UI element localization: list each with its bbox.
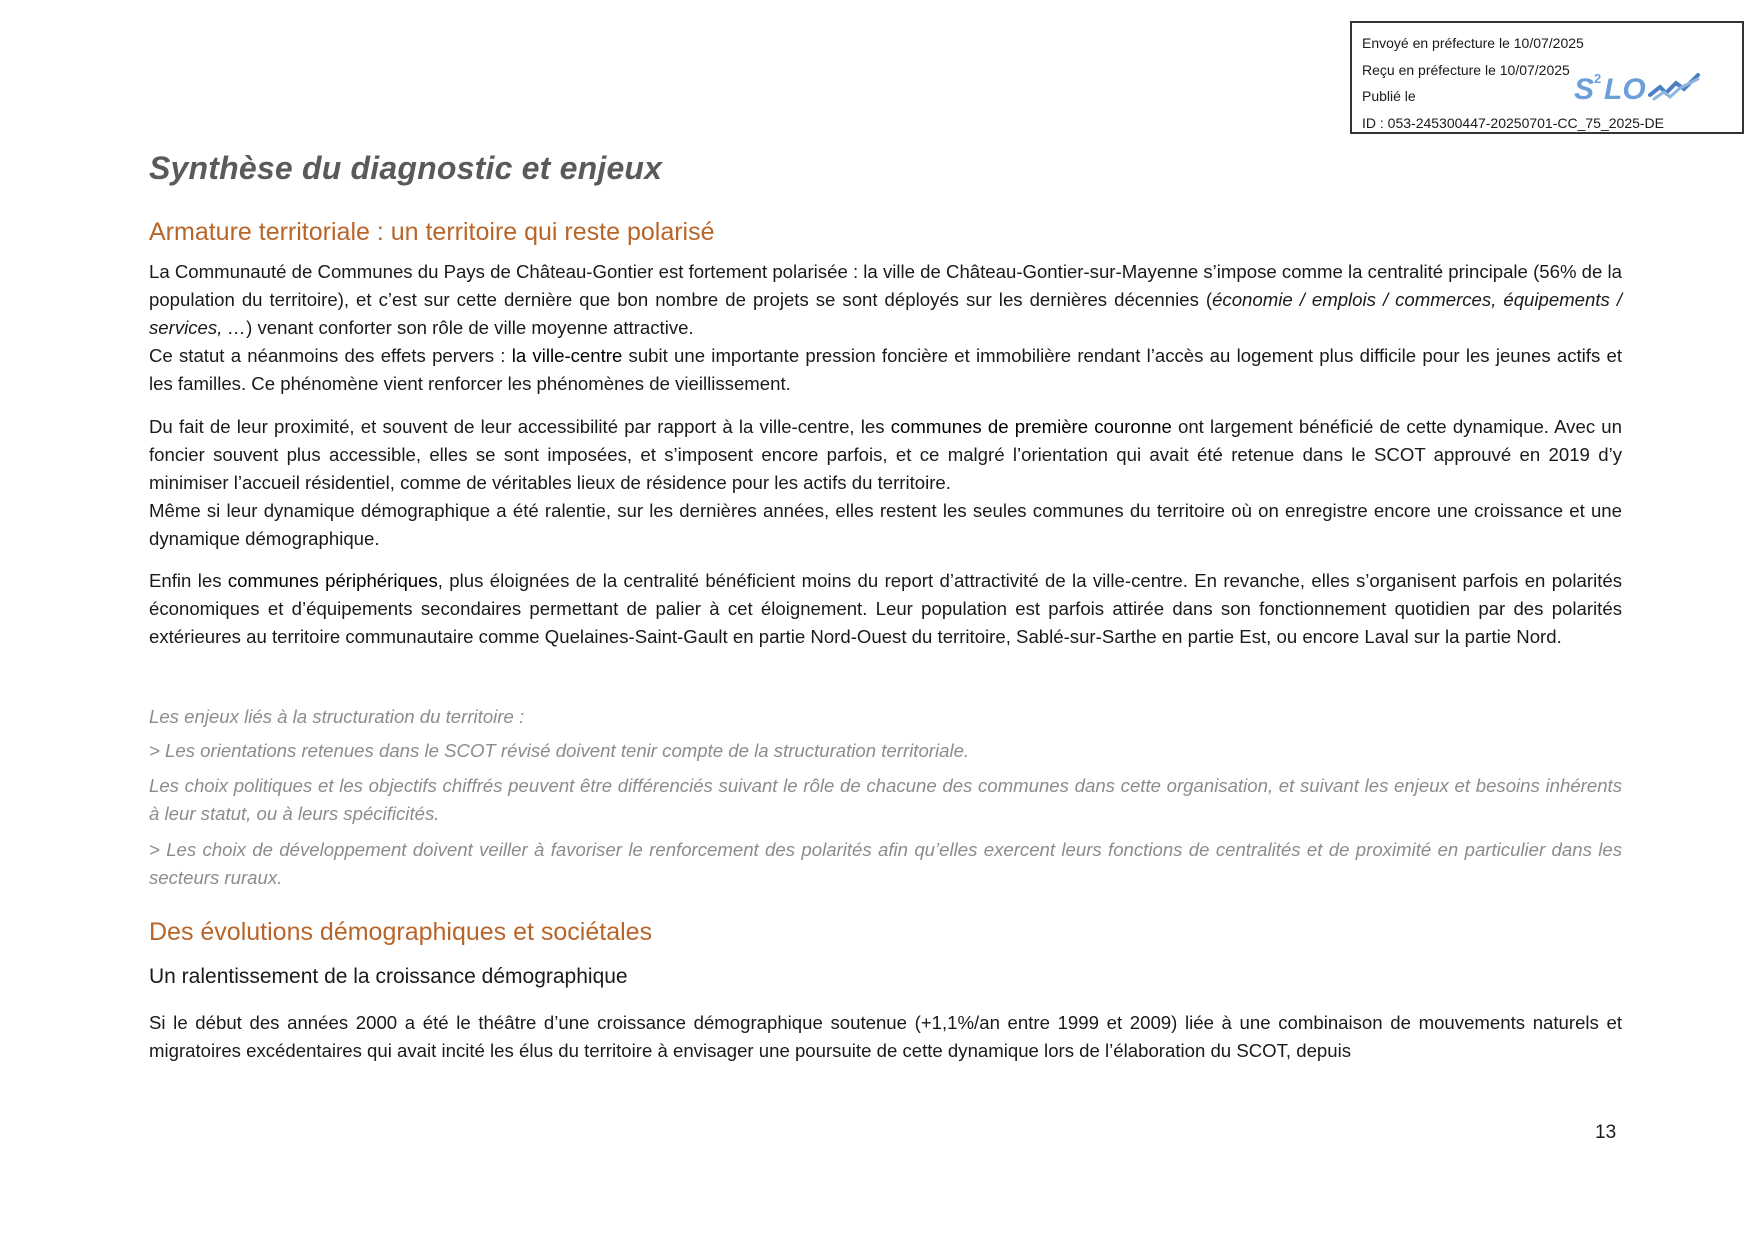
paragraph-1 [149, 258, 1622, 342]
section-heading-armature: Armature territoriale : un territoire qui reste polarisé [149, 218, 715, 246]
page-title: Synthèse du diagnostic et enjeux [149, 150, 663, 186]
paragraph-4: Même si leur dynamique démographique a été ralentie, sur les dernières années, elles restent les seules communes du territoire où on enregistre encore une croissance et une dynamique démographique. [149, 500, 1622, 549]
s2lo-logo [1572, 65, 1702, 113]
paragraph-6: Si le début des années 2000 a été le théâtre d’une croissance démographique soutenue (+1,1%/an entre 1999 et 2009) liée à une combinaison de mouvements naturels et migratoires excédentaires qui avait incité les élus du territoire à envisager une poursuite de cette dynamique lors de l’élaboration du SCOT, depuis [149, 1012, 1622, 1061]
premiere-couronne-highlight: communes de première couronne [890, 416, 1172, 437]
page-number: 13 [1595, 1122, 1617, 1143]
svg-text:2: 2 [1594, 71, 1602, 86]
stamp-published: Publié le [1362, 88, 1416, 104]
svg-text:LO: LO [1604, 73, 1646, 106]
paragraph-1-text-a: La Communauté de Communes du Pays de Château-Gontier est fortement polarisée : la ville de Château-Gontier-sur-Mayenne s’impose comme la centralité principale (56% de la population du territoire), et c’est sur cette dernière que bon nombre de projets se sont déployés sur les dernières décennies ( [149, 261, 1622, 310]
communes-peripheriques-highlight: communes périphériques [227, 570, 438, 591]
paragraph-3-text-a: Du fait de leur proximité, et souvent de leur accessibilité par rapport à la ville-centre, les [149, 416, 891, 437]
section-heading-demographie: Des évolutions démographiques et sociétales [149, 918, 653, 946]
stamp-sent: Envoyé en préfecture le 10/07/2025 [1362, 35, 1584, 51]
enjeux-title: Les enjeux liés à la structuration du territoire : [149, 706, 525, 727]
paragraph-2-text-c: subit une importante pression foncière et immobilière rendant l’accès au logement plus difficile pour les jeunes actifs et les familles. Ce phénomène vient renforcer les phénomènes de vieillissement. [149, 345, 1622, 394]
stamp-received: Reçu en préfecture le 10/07/2025 [1362, 61, 1570, 78]
paragraph-5-text-c: , plus éloignées de la centralité bénéficient moins du report d’attractivité de la ville-centre. En revanche, elles s’organisent parfois en polarités économiques et d’équipements secondaires permettant de palier à cet éloignement. Leur population est parfois attirée dans son fonctionnement quotidien par des polarités extérieures au territoire communautaire comme Quelaines-Saint-Gault en partie Nord-Ouest du territoire, Sablé-sur-Sarthe en partie Est, ou encore Laval sur la partie Nord. [149, 570, 1622, 647]
paragraph-3 [149, 413, 1622, 497]
paragraph-2-text-a: Ce statut a néanmoins des effets pervers : [149, 345, 512, 366]
ville-centre-highlight: la ville-centre [511, 345, 623, 366]
paragraph-1-text-c: ) venant conforter son rôle de ville moyenne attractive. [246, 317, 694, 338]
enjeux-item-2: Les choix politiques et les objectifs chiffrés peuvent être différenciés suivant le rôle de chacune des communes dans cette organisation, et suivant les enjeux et besoins inhérents à leur statut, ou à leurs spécificités. [149, 775, 1622, 824]
svg-text:S: S [1574, 73, 1595, 106]
enjeux-item-3: > Les choix de développement doivent veiller à favoriser le renforcement des polarités afin qu’elles exercent leurs fonctions de centralités et de proximité en particulier dans les secteurs ruraux. [149, 839, 1622, 888]
prefecture-stamp [1350, 21, 1744, 134]
paragraph-3-text-c: ont largement bénéficié de cette dynamique. Avec un foncier souvent plus accessible, elles se sont imposées, et s’imposent encore parfois, et ce malgré l’orientation qui avait été retenue dans le SCOT approuvé en 2019 d’y minimiser l’accueil résidentiel, comme de véritables lieux de résidence pour les actifs du territoire. [149, 416, 1622, 493]
paragraph-5-text-a: Enfin les [149, 570, 228, 591]
enjeux-item-1: > Les orientations retenues dans le SCOT révisé doivent tenir compte de la structuration territoriale. [149, 740, 970, 761]
subheading-croissance: Un ralentissement de la croissance démographique [149, 965, 628, 988]
paragraph-2 [149, 342, 1622, 398]
paragraph-1-italic: économie / emplois / commerces, équipements / services, … [149, 289, 1623, 338]
stamp-id: ID : 053-245300447-20250701-CC_75_2025-DE [1362, 114, 1664, 131]
paragraph-5 [149, 567, 1622, 651]
